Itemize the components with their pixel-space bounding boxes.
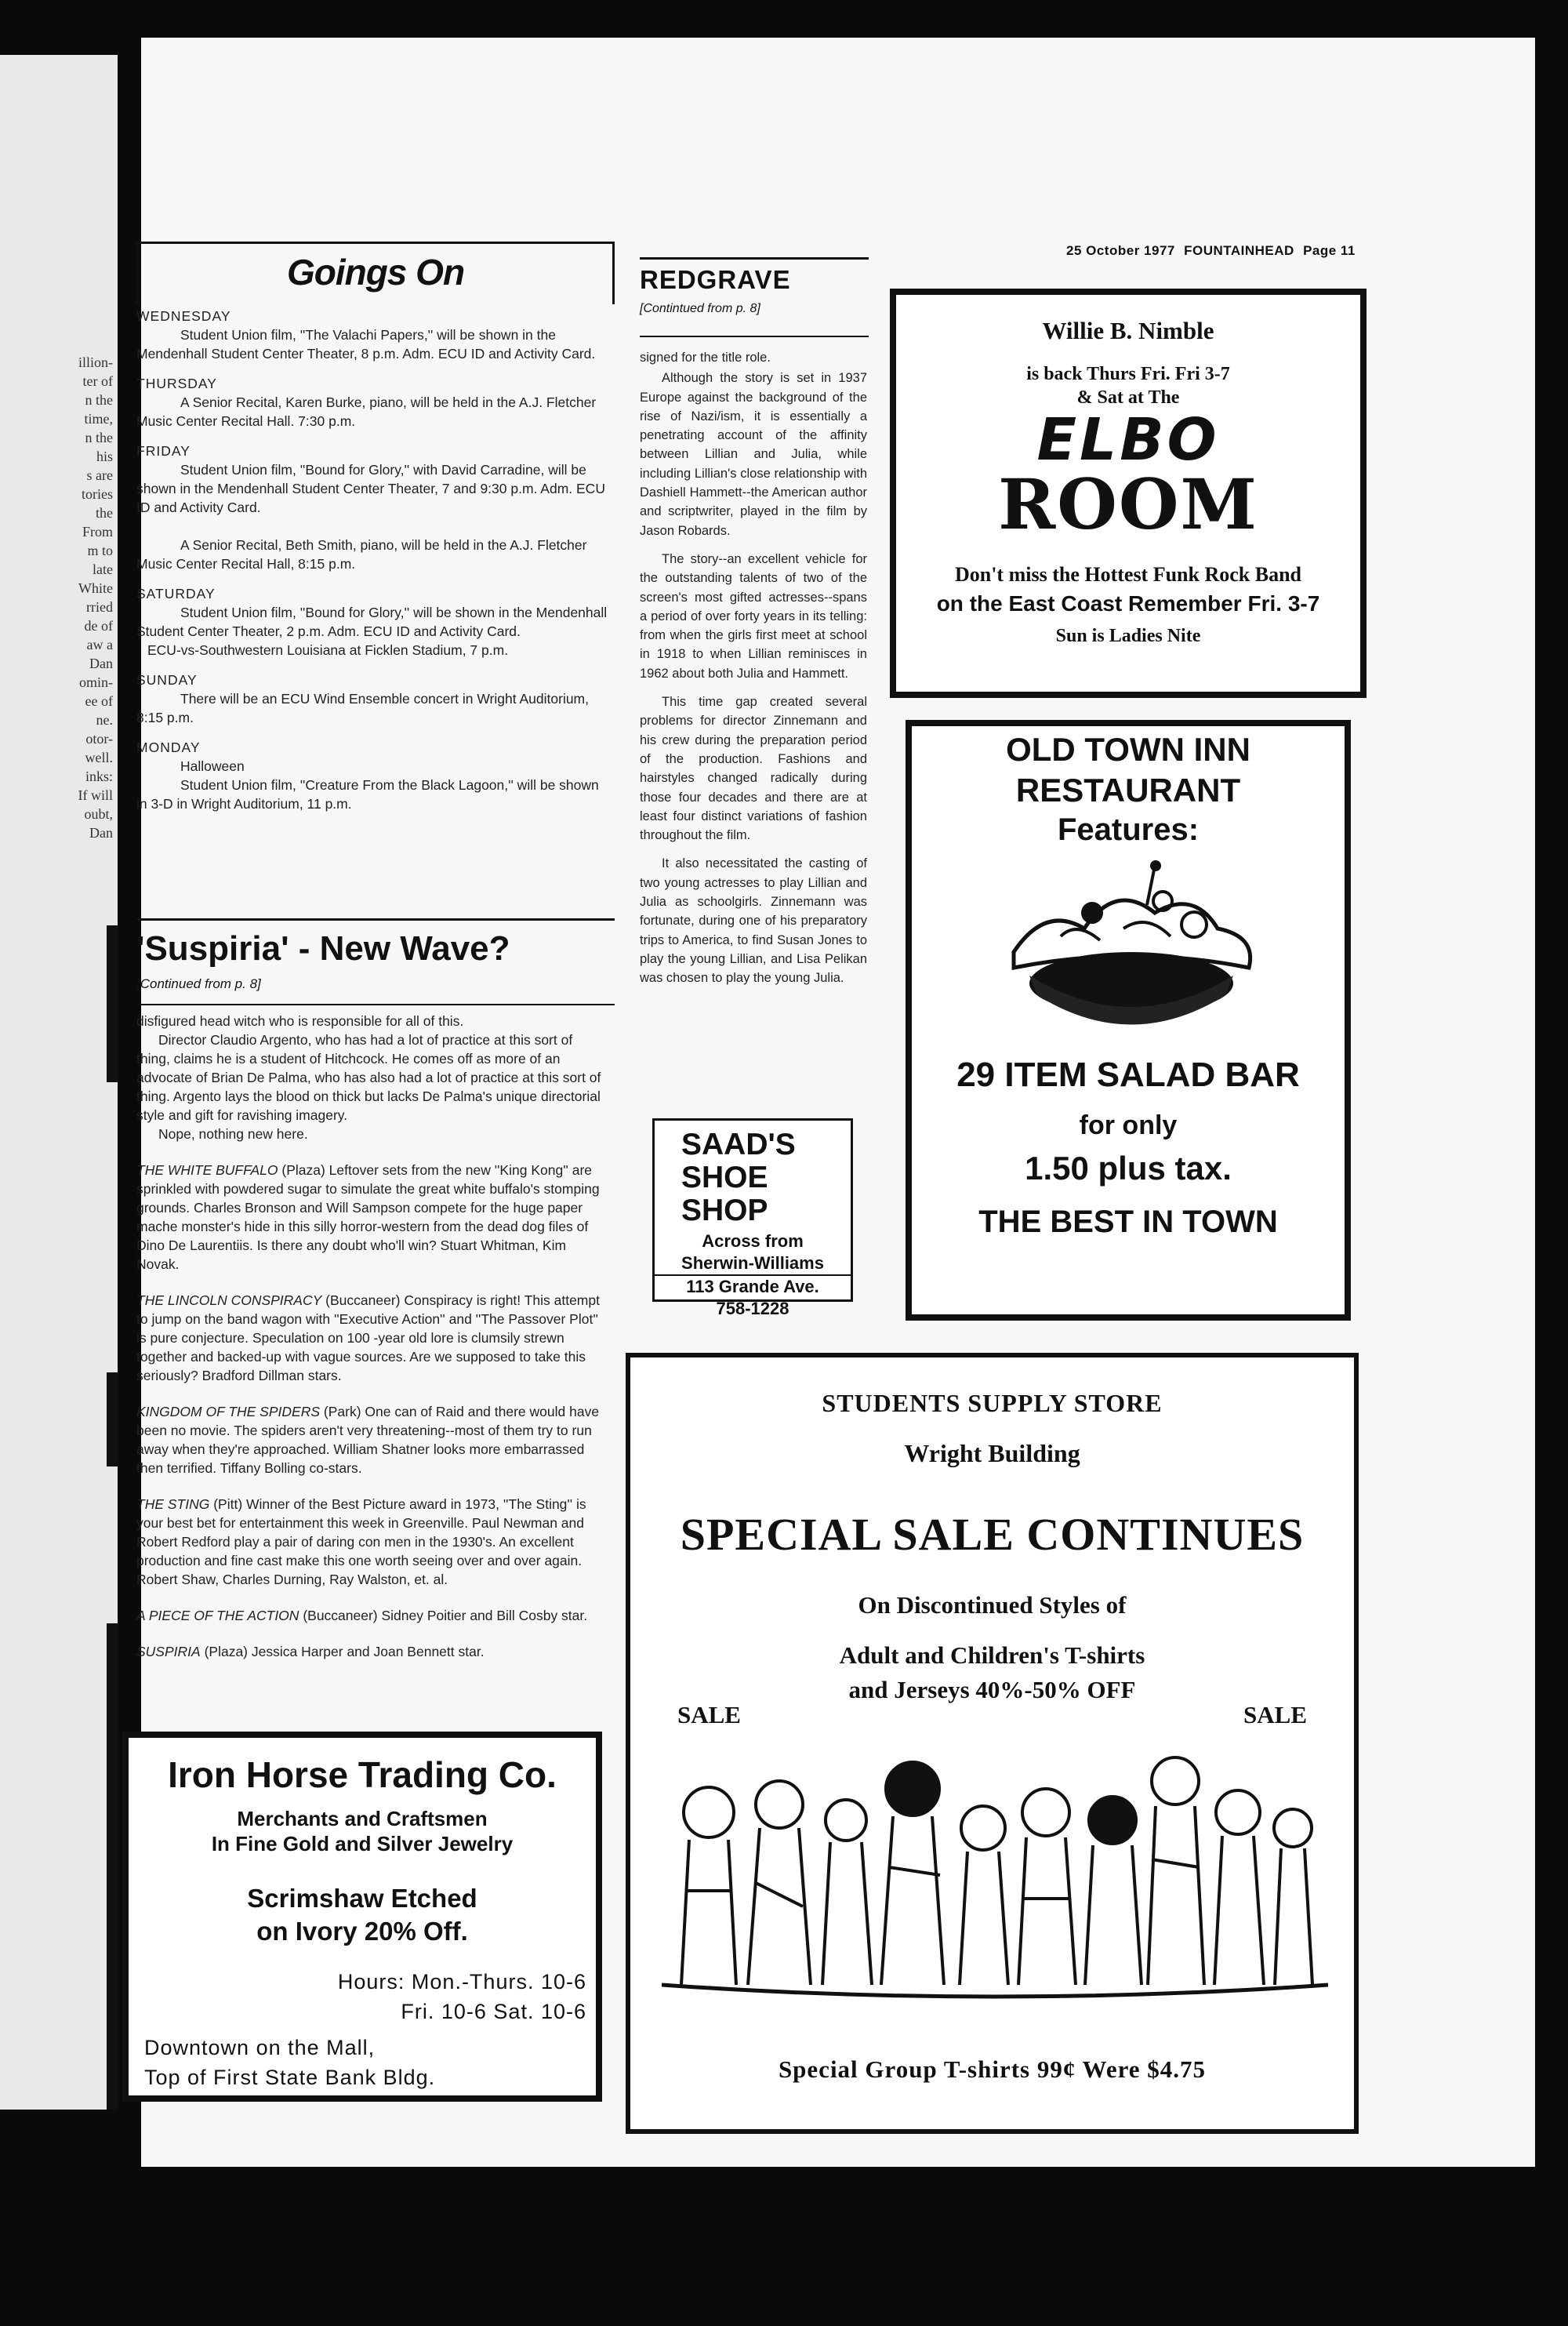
old-town-slogan: THE BEST IN TOWN bbox=[978, 1205, 1278, 1239]
film-review-text: (Buccaneer) Sidney Poitier and Bill Cosby star. bbox=[303, 1608, 588, 1623]
previous-page-edge bbox=[0, 55, 118, 2110]
section-divider bbox=[640, 336, 869, 337]
redgrave-continued: [Contintued from p. 8] bbox=[640, 302, 760, 315]
previous-page-fragment: White bbox=[78, 580, 113, 596]
iron-horse-offer2: on Ivory 20% Off. bbox=[256, 1917, 468, 1946]
previous-page-fragment: omin- bbox=[79, 674, 113, 690]
film-title: THE WHITE BUFFALO bbox=[136, 1162, 278, 1178]
article-paragraph: It also necessitated the casting of two young actresses to play Lillian and Julia as schoolgirls. Zinnemann was fortunate, during one of his preparatory trips to America, to find Susan Jones to play the young Lillian, and Lisa Pelikan was chosen to play the young Julia. bbox=[640, 856, 867, 986]
sale-footer: Special Group T-shirts 99¢ Were $4.75 bbox=[778, 2055, 1207, 2083]
store-name: STUDENTS SUPPLY STORE bbox=[822, 1389, 1163, 1417]
previous-page-text bbox=[3, 353, 113, 842]
day-entry bbox=[136, 584, 608, 660]
old-town-features: Features: bbox=[1057, 812, 1200, 847]
section-divider bbox=[640, 257, 869, 260]
store-location: Wright Building bbox=[904, 1439, 1080, 1467]
saads-name bbox=[681, 1128, 796, 1227]
day-entry bbox=[136, 442, 608, 573]
day-entry bbox=[136, 374, 608, 431]
suspiria-title: 'Suspiria' - New Wave? bbox=[136, 929, 510, 968]
event-text: A Senior Recital, Beth Smith, piano, will be held in the A.J. Fletcher Music Center Recital Hall, 8:15 p.m. bbox=[136, 537, 587, 572]
day-heading: SUNDAY bbox=[136, 672, 198, 688]
event-text: Halloween bbox=[180, 758, 245, 774]
saads-address: 113 Grande Ave. bbox=[686, 1277, 819, 1296]
event-text: A Senior Recital, Karen Burke, piano, will be held in the A.J. Fletcher Music Center Recital Hall. 7:30 p.m. bbox=[136, 394, 597, 429]
previous-page-fragment: oubt, bbox=[84, 806, 113, 822]
saads-name-line: SAAD'S bbox=[681, 1128, 796, 1161]
iron-horse-address1: Downtown on the Mall, bbox=[144, 2036, 376, 2059]
previous-page-fragment: n the bbox=[85, 430, 113, 445]
review-paragraph: Nope, nothing new here. bbox=[158, 1126, 308, 1142]
previous-page-fragment: From bbox=[82, 524, 113, 540]
old-town-name: OLD TOWN INN bbox=[1006, 731, 1250, 768]
previous-page-fragment: n the bbox=[85, 392, 113, 408]
iron-horse-title: Iron Horse Trading Co. bbox=[168, 1754, 557, 1795]
film-title: THE LINCOLN CONSPIRACY bbox=[136, 1292, 322, 1308]
saads-name-line: SHOP bbox=[681, 1194, 768, 1227]
previous-page-fragment: otor- bbox=[85, 731, 113, 747]
review-paragraph: disfigured head witch who is responsible for all of this. bbox=[136, 1013, 464, 1029]
film-title: KINGDOM OF THE SPIDERS bbox=[136, 1404, 321, 1419]
film-review-text: (Buccaneer) Conspiracy is right! This attempt to jump on the band wagon with ''Executive Action'' and ''The Passover Plot'' is pure conjecture. Speculation on 100 -year old lore is clumsily strewn together and backed-up with vague sources. Are we supposed to take this seriously? Bradford Dillman stars. bbox=[136, 1292, 600, 1383]
day-entry bbox=[136, 738, 608, 813]
sale-tag-right: SALE bbox=[1243, 1701, 1307, 1728]
day-heading: THURSDAY bbox=[136, 376, 217, 391]
previous-page-fragment: aw a bbox=[86, 637, 113, 652]
old-town-price: 1.50 plus tax. bbox=[1025, 1150, 1232, 1187]
previous-page-fragment: rried bbox=[86, 599, 113, 615]
sale-tag-left: SALE bbox=[677, 1701, 741, 1728]
event-text: ECU-vs-Southwestern Louisiana at Ficklen Stadium, 7 p.m. bbox=[147, 642, 509, 658]
suspiria-continued: [Continued from p. 8] bbox=[136, 976, 261, 991]
elbo-room-ad bbox=[890, 289, 1367, 698]
saads-shoe-shop-ad bbox=[652, 1118, 853, 1318]
previous-page-fragment: If will bbox=[78, 787, 113, 803]
previous-page-fragment: s are bbox=[86, 467, 113, 483]
goings-on-title: Goings On bbox=[286, 252, 465, 293]
day-heading: SATURDAY bbox=[136, 586, 216, 601]
film-capsule bbox=[136, 1291, 608, 1385]
goings-on-title-box bbox=[136, 242, 615, 304]
elbo-at-the: & Sat at The bbox=[1076, 387, 1180, 408]
saads-phone: 758-1228 bbox=[716, 1299, 789, 1318]
issue-date: 25 October 1977 bbox=[1066, 243, 1175, 258]
elbo-performer: Willie B. Nimble bbox=[1042, 317, 1214, 344]
previous-page-image-edge bbox=[107, 925, 118, 1082]
event-text: Student Union film, ''Bound for Glory,'' with David Carradine, will be shown in the Mendenhall Student Center Theater, 7 and 9:30 p.m. Adm. ECU ID and Activity Card. bbox=[136, 462, 605, 515]
film-capsule bbox=[136, 1402, 608, 1477]
film-review-text: (Plaza) Jessica Harper and Joan Bennett star. bbox=[204, 1644, 485, 1659]
previous-page-fragment: late bbox=[93, 562, 113, 577]
elbo-logo-bottom: ROOM bbox=[998, 463, 1258, 545]
sale-line1: On Discontinued Styles of bbox=[858, 1591, 1127, 1619]
day-heading: WEDNESDAY bbox=[136, 308, 231, 324]
old-town-salad-bar: 29 ITEM SALAD BAR bbox=[956, 1056, 1300, 1094]
day-entry bbox=[136, 671, 608, 727]
suspiria-review bbox=[136, 924, 615, 994]
film-title: A PIECE OF THE ACTION bbox=[136, 1608, 299, 1623]
film-title: SUSPIRIA bbox=[136, 1644, 201, 1659]
saads-landmark: Sherwin-Williams bbox=[655, 1252, 851, 1276]
event-text: Student Union film, ''Bound for Glory,'' will be shown in the Mendenhall Student Center Theater, 2 p.m. Adm. ECU ID and Activity Card. bbox=[136, 605, 608, 639]
sale-line2: Adult and Children's T-shirts bbox=[839, 1641, 1145, 1669]
saads-name-line: SHOE bbox=[681, 1161, 768, 1194]
iron-horse-hours2: Fri. 10-6 Sat. 10-6 bbox=[401, 2000, 586, 2023]
previous-page-fragment: ter of bbox=[82, 373, 113, 389]
article-paragraph: Although the story is set in 1937 Europe against the background of the rise of Nazi/ism, it is essentially a penetrating account of the affinity between Lillian and Julia, while including Lillian's close relationship with Dashiell Hammett--the American author and scriptwriter, played in the film by Jason Robards. bbox=[640, 371, 867, 538]
event-text: Student Union film, ''The Valachi Papers,'' will be shown in the Mendenhall Student Center Theater, 8 p.m. Adm. ECU ID and Activity Card. bbox=[136, 327, 596, 362]
previous-page-fragment: the bbox=[96, 505, 113, 521]
iron-horse-ad bbox=[122, 1732, 602, 2102]
old-town-restaurant: RESTAURANT bbox=[1015, 772, 1241, 809]
newspaper-page bbox=[136, 38, 1535, 2167]
crowd-cartoon-illustration bbox=[662, 1750, 1328, 2008]
elbo-ladies-nite: Sun is Ladies Nite bbox=[1055, 626, 1201, 646]
iron-horse-offer1: Scrimshaw Etched bbox=[247, 1884, 477, 1913]
redgrave-body bbox=[640, 348, 867, 998]
elbo-schedule: is back Thurs Fri. Fri 3-7 bbox=[1026, 364, 1230, 384]
previous-page-fragment: time, bbox=[84, 411, 113, 427]
section-divider bbox=[136, 918, 615, 921]
previous-page-fragment: ee of bbox=[85, 693, 113, 709]
sale-headline: SPECIAL SALE CONTINUES bbox=[680, 1509, 1305, 1560]
salad-bowl-illustration bbox=[998, 858, 1265, 1030]
redgrave-title: REDGRAVE bbox=[640, 265, 791, 294]
film-capsule bbox=[136, 1606, 608, 1625]
film-capsule bbox=[136, 1495, 608, 1589]
old-town-for-only: for only bbox=[1079, 1110, 1178, 1140]
page-header bbox=[1066, 243, 1513, 259]
previous-page-fragment: tories bbox=[82, 486, 113, 502]
iron-horse-hours1: Hours: Mon.-Thurs. 10-6 bbox=[337, 1970, 586, 1993]
iron-horse-address2: Top of First State Bank Bldg. bbox=[144, 2066, 436, 2089]
elbo-tagline2: on the East Coast Remember Fri. 3-7 bbox=[936, 591, 1320, 616]
section-divider bbox=[136, 1004, 615, 1005]
film-review-text: (Park) One can of Raid and there would have been no movie. The spiders aren't very threatening--most of them try to run away when they're approached. William Shatner looks more embarrassed then terrified. Tiffany Bolling co-stars. bbox=[136, 1404, 600, 1476]
previous-page-fragment: m to bbox=[87, 543, 113, 558]
event-text: Student Union film, ''Creature From the Black Lagoon,'' will be shown in 3-D in Wright Auditorium, 11 p.m. bbox=[136, 777, 599, 812]
previous-page-fragment: ne. bbox=[96, 712, 113, 728]
paper-name: FOUNTAINHEAD bbox=[1184, 243, 1294, 258]
elbo-tagline: Don't miss the Hottest Funk Rock Band bbox=[954, 563, 1302, 586]
previous-page-fragment: de of bbox=[84, 618, 113, 634]
old-town-inn-ad bbox=[906, 720, 1351, 1321]
day-entry bbox=[136, 307, 608, 363]
previous-page-fragment: illion- bbox=[78, 354, 113, 370]
review-paragraph: Director Claudio Argento, who has had a lot of practice at this sort of thing, claims he is a student of Hitchcock. He comes off as more of an advocate of Brian De Palma, who has also had a lot of practice at this sort of thing. Argento lays the blood on thick but lacks De Palma's unique directorial style and gift for ravishing imagery. bbox=[136, 1032, 601, 1123]
article-paragraph: signed for the title role. bbox=[640, 351, 771, 365]
film-review-text: (Pitt) Winner of the Best Picture award in 1973, ''The Sting'' is your best bet for entertainment this week in Greenville. Paul Newman and Robert Redford play a pair of daring con men in the 1930's. An excellent production and fine cast make this one worth seeing over and over again. Robert Shaw, Charles Durning, Ray Walston, et. al. bbox=[136, 1496, 586, 1587]
redgrave-heading bbox=[640, 260, 869, 318]
previous-page-image-edge bbox=[107, 1623, 118, 2110]
page-number: Page 11 bbox=[1303, 243, 1356, 258]
film-capsule bbox=[136, 1161, 608, 1274]
previous-page-fragment: Dan bbox=[89, 656, 113, 671]
previous-page-image-edge bbox=[107, 1372, 118, 1466]
event-text: There will be an ECU Wind Ensemble concert in Wright Auditorium, 8:15 p.m. bbox=[136, 691, 590, 725]
film-review-text: (Plaza) Leftover sets from the new ''King Kong'' are sprinkled with powdered sugar to simulate the great white buffalo's stomping grounds. Charles Bronson and Will Sampson compete for the huge paper mache monster's hide in this silly horror-western from the dead dog files of Dino De Laurentiis. Is there any doubt who'll win? Stuart Whitman, Kim Novak. bbox=[136, 1162, 600, 1272]
saads-location: Across from bbox=[702, 1231, 804, 1251]
film-title: THE STING bbox=[136, 1496, 210, 1512]
suspiria-body bbox=[136, 1012, 608, 1661]
saads-details bbox=[655, 1230, 851, 1320]
iron-horse-sub1: Merchants and Craftsmen bbox=[237, 1807, 488, 1830]
day-heading: FRIDAY bbox=[136, 443, 191, 459]
previous-page-fragment: his bbox=[96, 449, 113, 464]
students-supply-ad bbox=[626, 1353, 1359, 2134]
sale-line3: and Jerseys 40%-50% OFF bbox=[848, 1676, 1136, 1703]
film-capsule bbox=[136, 1642, 608, 1661]
elbo-logo-top: ELBO bbox=[1036, 406, 1220, 474]
previous-page-fragment: Dan bbox=[89, 825, 113, 841]
previous-page-fragment: well. bbox=[85, 750, 113, 765]
article-paragraph: The story--an excellent vehicle for the outstanding talents of two of the screen's most gifted actresses--spans a period of over forty years in its telling: from when the girls first meet at school in 1918 to when Lillian reminisces in 1962 about both Julia and Hammett. bbox=[640, 551, 867, 681]
goings-on-listing bbox=[136, 307, 608, 824]
article-paragraph: This time gap created several problems for director Zinnemann and his crew during the preparation period of the production. Fashions and hairstyles changed radically during those four decades and there are at least four distinct variations of fashion throughout the film. bbox=[640, 695, 867, 843]
iron-horse-sub2: In Fine Gold and Silver Jewelry bbox=[211, 1832, 514, 1855]
day-heading: MONDAY bbox=[136, 740, 201, 755]
previous-page-fragment: inks: bbox=[85, 769, 113, 784]
